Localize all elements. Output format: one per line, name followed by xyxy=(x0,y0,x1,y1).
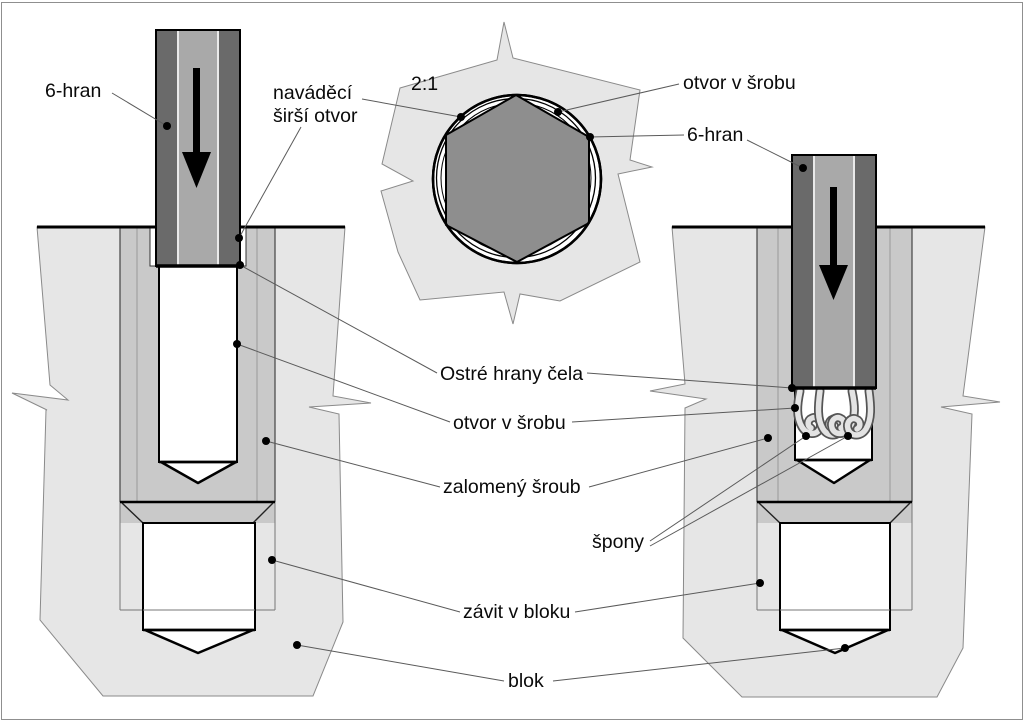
hole-in-block-right xyxy=(780,523,890,630)
leader-dot xyxy=(756,579,764,587)
leader-dot xyxy=(788,384,796,392)
leader-dot xyxy=(586,133,594,141)
leader-line xyxy=(297,645,504,681)
leader-dot xyxy=(268,556,276,564)
leader-dot xyxy=(791,404,799,412)
label-sharp-edges: Ostré hrany čela xyxy=(440,363,584,385)
label-block: blok xyxy=(508,670,544,692)
label-hex-key-right: 6-hran xyxy=(687,124,744,146)
hex-key-left xyxy=(156,30,240,266)
screw-chamfer-strip-left xyxy=(120,502,275,523)
label-guide-hole-2: širší otvor xyxy=(273,105,358,127)
key-dark-strip xyxy=(793,156,813,387)
leader-dot xyxy=(236,261,244,269)
leader-dot xyxy=(457,113,465,121)
right-figure xyxy=(650,155,1000,697)
label-chips: špony xyxy=(592,531,645,553)
label-guide-hole-1: naváděcí xyxy=(273,82,353,104)
label-detail-scale: 2:1 xyxy=(411,73,439,95)
leader-dot xyxy=(262,437,270,445)
leader-line xyxy=(239,127,301,238)
hex-key-right xyxy=(792,155,876,388)
leader-dot xyxy=(764,434,772,442)
leader-dot xyxy=(841,644,849,652)
leader-dot xyxy=(233,340,241,348)
hole-in-block-left xyxy=(143,523,255,630)
label-broken-screw: zalomený šroub xyxy=(443,476,581,498)
leader-dot xyxy=(844,432,852,440)
leader-dot xyxy=(163,122,171,130)
left-figure xyxy=(12,30,371,696)
key-dark-strip xyxy=(219,31,239,265)
leader-dot xyxy=(802,432,810,440)
leader-dot xyxy=(799,164,807,172)
leader-dot xyxy=(235,234,243,242)
label-hole-center: otvor v šrobu xyxy=(453,412,566,434)
detail-view xyxy=(381,22,652,324)
label-hex-key-left: 6-hran xyxy=(45,80,102,102)
screw-chamfer-strip-right xyxy=(757,502,912,523)
key-dark-strip xyxy=(855,156,875,387)
label-hole-top: otvor v šrobu xyxy=(683,72,796,94)
hole-in-screw-left xyxy=(159,266,237,462)
label-thread: závit v bloku xyxy=(463,601,571,623)
leader-dot xyxy=(554,108,562,116)
leader-dot xyxy=(293,641,301,649)
key-dark-strip xyxy=(157,31,177,265)
